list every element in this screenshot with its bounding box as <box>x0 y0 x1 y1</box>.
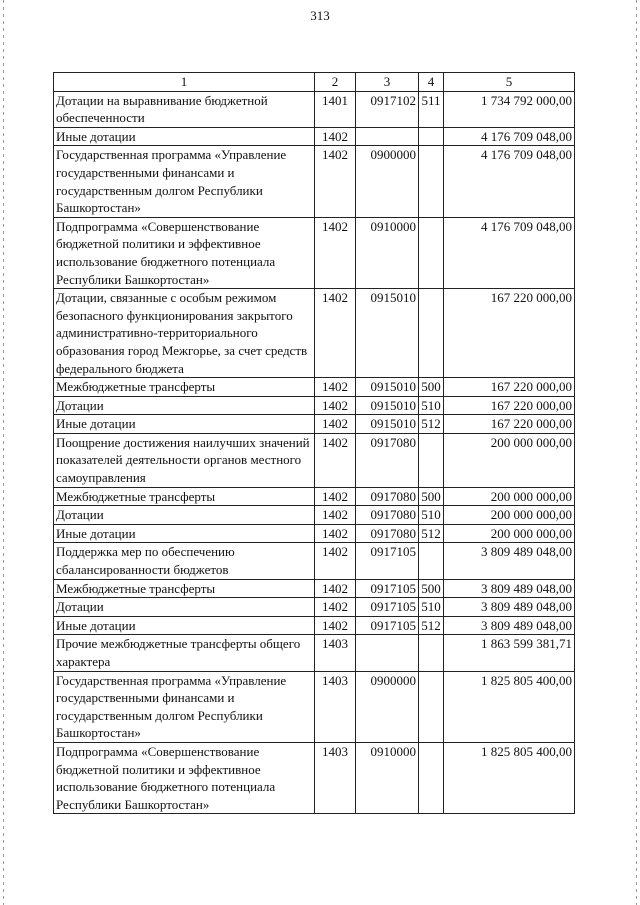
cell-amount: 200 000 000,00 <box>444 487 575 506</box>
cell-amount: 1 825 805 400,00 <box>444 671 575 742</box>
cell-target: 0915010 <box>356 289 419 378</box>
cell-target: 0917080 <box>356 524 419 543</box>
cell-type <box>419 742 444 813</box>
cell-amount: 1 734 792 000,00 <box>444 91 575 127</box>
cell-amount: 167 220 000,00 <box>444 415 575 434</box>
cell-target: 0915010 <box>356 378 419 397</box>
cell-name: Государственная программа «Управление государственными финансами и государственным долгом Республики Башкортостан» <box>54 671 315 742</box>
cell-type: 500 <box>419 579 444 598</box>
cell-type <box>419 671 444 742</box>
cell-name: Межбюджетные трансферты <box>54 579 315 598</box>
cell-section: 1403 <box>315 671 356 742</box>
table-row <box>54 579 575 598</box>
cell-amount: 3 809 489 048,00 <box>444 579 575 598</box>
cell-name: Дотации, связанные с особым режимом безопасного функционирования закрытого административно-территориального образования город Межгорье, за счет средств федерального бюджета <box>54 289 315 378</box>
cell-target: 0917080 <box>356 487 419 506</box>
table-row <box>54 415 575 434</box>
header-col-3: 3 <box>356 73 419 92</box>
cell-target: 0917105 <box>356 579 419 598</box>
cell-target: 0917105 <box>356 616 419 635</box>
cell-name: Подпрограмма «Совершенствование бюджетной политики и эффективное использование бюджетного потенциала Республики Башкортостан» <box>54 742 315 813</box>
cell-section: 1402 <box>315 289 356 378</box>
cell-amount: 167 220 000,00 <box>444 289 575 378</box>
table-row <box>54 217 575 288</box>
cell-type: 512 <box>419 616 444 635</box>
scan-edge-left <box>3 0 4 905</box>
cell-type <box>419 433 444 487</box>
cell-section: 1402 <box>315 579 356 598</box>
cell-amount: 1 863 599 381,71 <box>444 635 575 671</box>
cell-section: 1402 <box>315 217 356 288</box>
table-row <box>54 433 575 487</box>
table-row <box>54 598 575 617</box>
cell-section: 1401 <box>315 91 356 127</box>
cell-section: 1402 <box>315 616 356 635</box>
cell-name: Дотации <box>54 396 315 415</box>
cell-amount: 167 220 000,00 <box>444 378 575 397</box>
cell-target: 0917105 <box>356 543 419 579</box>
cell-name: Поддержка мер по обеспечению сбалансированности бюджетов <box>54 543 315 579</box>
cell-target: 0917080 <box>356 506 419 525</box>
cell-type: 500 <box>419 378 444 397</box>
cell-section: 1402 <box>315 433 356 487</box>
table-row <box>54 91 575 127</box>
cell-target: 0900000 <box>356 671 419 742</box>
cell-type: 500 <box>419 487 444 506</box>
cell-target: 0917080 <box>356 433 419 487</box>
cell-target: 0917102 <box>356 91 419 127</box>
cell-amount: 167 220 000,00 <box>444 396 575 415</box>
cell-target: 0915010 <box>356 396 419 415</box>
cell-section: 1402 <box>315 127 356 146</box>
cell-target <box>356 127 419 146</box>
scan-edge-right <box>636 0 637 905</box>
header-col-2: 2 <box>315 73 356 92</box>
table-row <box>54 487 575 506</box>
cell-name: Государственная программа «Управление государственными финансами и государственным долгом Республики Башкортостан» <box>54 146 315 217</box>
table-row <box>54 635 575 671</box>
cell-name: Межбюджетные трансферты <box>54 378 315 397</box>
header-col-4: 4 <box>419 73 444 92</box>
cell-name: Дотации <box>54 506 315 525</box>
cell-type <box>419 635 444 671</box>
cell-name: Подпрограмма «Совершенствование бюджетной политики и эффективное использование бюджетного потенциала Республики Башкортостан» <box>54 217 315 288</box>
table-row <box>54 146 575 217</box>
cell-section: 1402 <box>315 378 356 397</box>
cell-type <box>419 543 444 579</box>
table-row <box>54 127 575 146</box>
cell-section: 1402 <box>315 396 356 415</box>
table-row <box>54 289 575 378</box>
table-row <box>54 524 575 543</box>
cell-name: Иные дотации <box>54 127 315 146</box>
cell-section: 1402 <box>315 146 356 217</box>
table-header-row <box>54 73 575 92</box>
cell-name: Иные дотации <box>54 524 315 543</box>
table-row <box>54 616 575 635</box>
cell-type <box>419 146 444 217</box>
cell-amount: 200 000 000,00 <box>444 524 575 543</box>
cell-target <box>356 635 419 671</box>
cell-name: Поощрение достижения наилучших значений показателей деятельности органов местного самоуправления <box>54 433 315 487</box>
cell-amount: 4 176 709 048,00 <box>444 127 575 146</box>
table-row <box>54 543 575 579</box>
header-col-5: 5 <box>444 73 575 92</box>
cell-section: 1402 <box>315 543 356 579</box>
cell-target: 0915010 <box>356 415 419 434</box>
cell-section: 1402 <box>315 598 356 617</box>
page-number: 313 <box>310 8 330 23</box>
cell-amount: 200 000 000,00 <box>444 433 575 487</box>
cell-type: 512 <box>419 524 444 543</box>
cell-type <box>419 127 444 146</box>
cell-amount: 4 176 709 048,00 <box>444 217 575 288</box>
cell-amount: 4 176 709 048,00 <box>444 146 575 217</box>
table-row <box>54 378 575 397</box>
cell-amount: 3 809 489 048,00 <box>444 543 575 579</box>
cell-type <box>419 217 444 288</box>
cell-name: Иные дотации <box>54 415 315 434</box>
cell-type <box>419 289 444 378</box>
table-row <box>54 506 575 525</box>
cell-target: 0910000 <box>356 742 419 813</box>
budget-table-body <box>54 73 575 814</box>
table-row <box>54 396 575 415</box>
cell-name: Иные дотации <box>54 616 315 635</box>
cell-amount: 3 809 489 048,00 <box>444 616 575 635</box>
cell-target: 0917105 <box>356 598 419 617</box>
cell-amount: 1 825 805 400,00 <box>444 742 575 813</box>
cell-name: Прочие межбюджетные трансферты общего характера <box>54 635 315 671</box>
cell-section: 1403 <box>315 742 356 813</box>
cell-type: 510 <box>419 598 444 617</box>
cell-section: 1402 <box>315 506 356 525</box>
header-col-1: 1 <box>54 73 315 92</box>
cell-name: Дотации на выравнивание бюджетной обеспеченности <box>54 91 315 127</box>
cell-name: Межбюджетные трансферты <box>54 487 315 506</box>
table-row <box>54 671 575 742</box>
cell-section: 1402 <box>315 487 356 506</box>
cell-type: 510 <box>419 506 444 525</box>
cell-type: 510 <box>419 396 444 415</box>
cell-amount: 3 809 489 048,00 <box>444 598 575 617</box>
cell-type: 512 <box>419 415 444 434</box>
cell-target: 0900000 <box>356 146 419 217</box>
cell-amount: 200 000 000,00 <box>444 506 575 525</box>
cell-name: Дотации <box>54 598 315 617</box>
table-row <box>54 742 575 813</box>
budget-table <box>53 72 575 814</box>
cell-section: 1402 <box>315 415 356 434</box>
cell-type: 511 <box>419 91 444 127</box>
cell-section: 1403 <box>315 635 356 671</box>
cell-section: 1402 <box>315 524 356 543</box>
cell-target: 0910000 <box>356 217 419 288</box>
